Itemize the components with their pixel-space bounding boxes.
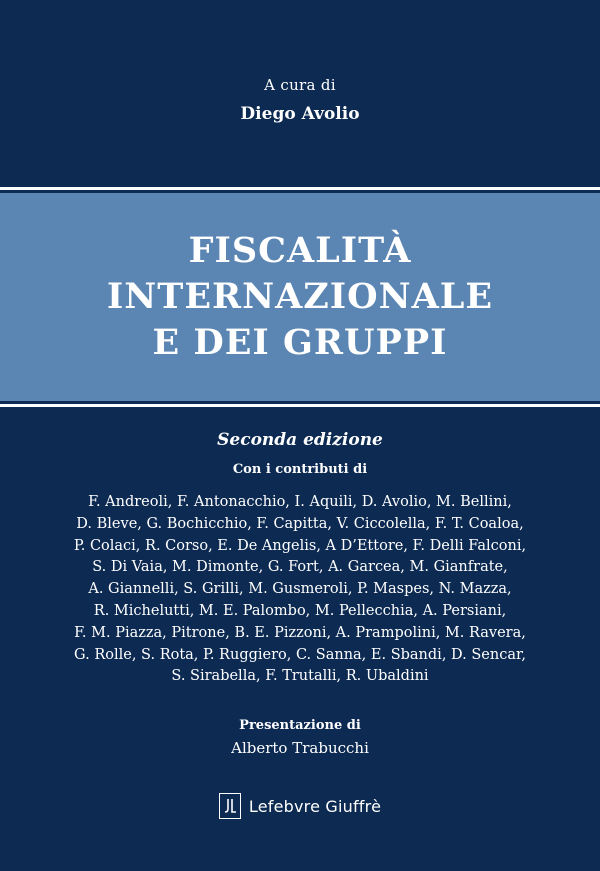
contributors-line: A. Giannelli, S. Grilli, M. Gusmeroli, P. Maspes, N. Mazza, <box>88 581 512 598</box>
contributors-heading: Con i contributi di <box>232 462 368 477</box>
contributors-line: R. Michelutti, M. E. Palombo, M. Pellecchia, A. Persiani, <box>93 602 507 619</box>
book-title-line-1: FISCALITÀ <box>188 230 412 271</box>
contributors-line: G. Rolle, S. Rota, P. Ruggiero, C. Sanna, E. Sbandi, D. Sencar, <box>74 646 526 663</box>
contributors-line: D. Bleve, G. Bochicchio, F. Capitta, V. Ciccolella, F. T. Coaloa, <box>76 515 524 532</box>
book-title-line-3: E DEI GRUPPI <box>152 322 448 363</box>
publisher-logo-glyph <box>223 798 237 814</box>
title-band-top-rule <box>0 187 600 190</box>
publisher-name: Lefebvre Giuffrè <box>248 796 382 816</box>
title-band <box>0 193 600 401</box>
contributors-list <box>50 492 550 688</box>
contributors-line: F. M. Piazza, Pitrone, B. E. Pizzoni, A. Prampolini, M. Ravera, <box>74 624 526 641</box>
contributors-line: F. Andreoli, F. Antonacchio, I. Aquili, D. Avolio, M. Bellini, <box>88 494 512 510</box>
editor-name: Diego Avolio <box>240 104 360 124</box>
publisher-block <box>0 793 600 819</box>
book-title-line-2: INTERNAZIONALE <box>106 276 494 317</box>
contributors-line: S. Di Vaia, M. Dimonte, G. Fort, A. Garcea, M. Gianfrate, <box>92 559 508 576</box>
presentation-heading: Presentazione di <box>239 718 361 733</box>
editor-intro: A cura di <box>264 76 336 94</box>
title-band-bottom-rule <box>0 404 600 407</box>
contributors-line: P. Colaci, R. Corso, E. De Angelis, A D’Ettore, F. Delli Falconi, <box>73 537 527 554</box>
presentation-block <box>0 718 600 757</box>
contributors-line: S. Sirabella, F. Trutalli, R. Ubaldini <box>171 668 429 685</box>
publisher-logo-icon <box>219 793 241 819</box>
edition-label: Seconda edizione <box>217 430 383 450</box>
editor-block <box>0 76 600 124</box>
presentation-author: Alberto Trabucchi <box>231 739 369 757</box>
